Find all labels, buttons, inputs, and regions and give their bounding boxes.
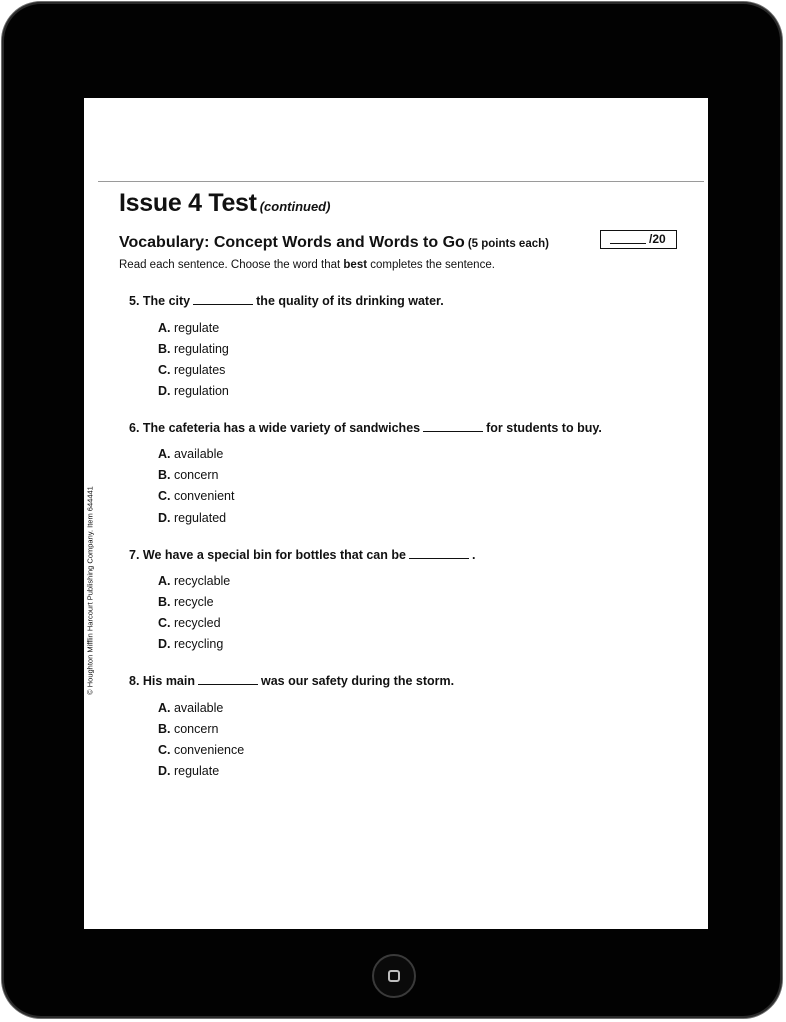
question-prompt: 5. The city — [129, 294, 191, 308]
option-letter: A. — [158, 321, 171, 335]
option-letter: A. — [158, 447, 171, 461]
question-prompt: 7. We have a special bin for bottles that can be — [129, 548, 406, 562]
option-letter: D. — [158, 637, 171, 651]
copyright-notice: © Houghton Mifflin Harcourt Publishing Company. Item 644441 — [85, 486, 95, 695]
option-letter: A. — [158, 701, 171, 715]
option-text: concern — [173, 722, 219, 736]
option-text: regulating — [173, 342, 229, 356]
section-title: Vocabulary: Concept Words and Words to Go — [119, 234, 465, 251]
q5-option-b[interactable] — [158, 342, 229, 356]
home-button-icon[interactable] — [372, 954, 416, 998]
q8-option-d[interactable] — [158, 764, 219, 778]
question-prompt-end: . — [471, 548, 476, 562]
question-6 — [129, 421, 602, 435]
score-box — [600, 230, 677, 249]
q5-option-a[interactable] — [158, 321, 219, 335]
q8-option-a[interactable] — [158, 701, 223, 715]
instructions-emphasis: best — [343, 259, 368, 271]
option-text: recyclable — [173, 574, 231, 588]
option-letter: C. — [158, 743, 171, 757]
answer-blank — [198, 684, 258, 685]
score-blank — [610, 243, 646, 244]
q6-option-b[interactable] — [158, 468, 218, 482]
option-text: regulated — [173, 511, 227, 525]
section-heading — [119, 234, 549, 252]
option-text: regulate — [173, 764, 220, 778]
option-letter: C. — [158, 616, 171, 630]
home-square-icon — [388, 970, 400, 982]
option-letter: C. — [158, 363, 171, 377]
option-letter: D. — [158, 764, 171, 778]
q6-option-d[interactable] — [158, 511, 226, 525]
option-letter: B. — [158, 342, 171, 356]
test-title: Issue 4 Test — [119, 189, 257, 217]
question-5 — [129, 294, 444, 308]
page-title — [119, 189, 330, 218]
question-prompt-end: for students to buy. — [486, 421, 602, 435]
option-letter: D. — [158, 384, 171, 398]
tablet-frame — [1, 1, 783, 1019]
option-letter: A. — [158, 574, 171, 588]
question-prompt: 8. His main — [129, 674, 195, 688]
q5-option-d[interactable] — [158, 384, 229, 398]
tablet-screen — [84, 98, 708, 929]
option-text: available — [173, 447, 224, 461]
score-total: /20 — [649, 232, 666, 246]
question-prompt-end: the quality of its drinking water. — [256, 294, 444, 308]
section-points: (5 points each) — [467, 238, 549, 250]
q7-option-a[interactable] — [158, 574, 230, 588]
q6-option-a[interactable] — [158, 447, 223, 461]
q8-option-b[interactable] — [158, 722, 218, 736]
option-letter: C. — [158, 489, 171, 503]
instructions-text: Read each sentence. Choose the word that — [119, 259, 344, 271]
answer-blank — [409, 558, 469, 559]
q7-option-b[interactable] — [158, 595, 214, 609]
q5-option-c[interactable] — [158, 363, 225, 377]
option-letter: D. — [158, 511, 171, 525]
option-letter: B. — [158, 595, 171, 609]
option-text: regulation — [173, 384, 229, 398]
option-letter: B. — [158, 468, 171, 482]
instructions — [119, 259, 495, 271]
option-letter: B. — [158, 722, 171, 736]
q8-option-c[interactable] — [158, 743, 244, 757]
question-prompt-end: was our safety during the storm. — [261, 674, 455, 688]
title-suffix: (continued) — [259, 199, 331, 214]
q7-option-c[interactable] — [158, 616, 221, 630]
header-rule — [98, 181, 704, 182]
option-text: regulates — [173, 363, 226, 377]
option-text: recycled — [173, 616, 221, 630]
option-text: recycle — [173, 595, 214, 609]
answer-blank — [423, 431, 483, 432]
option-text: regulate — [173, 321, 220, 335]
option-text: concern — [173, 468, 219, 482]
question-7 — [129, 548, 475, 562]
q6-option-c[interactable] — [158, 489, 234, 503]
option-text: convenient — [173, 489, 235, 503]
question-8 — [129, 674, 454, 688]
option-text: convenience — [173, 743, 245, 757]
question-prompt: 6. The cafeteria has a wide variety of sandwiches — [129, 421, 421, 435]
answer-blank — [193, 304, 253, 305]
option-text: recycling — [173, 637, 224, 651]
option-text: available — [173, 701, 224, 715]
q7-option-d[interactable] — [158, 637, 223, 651]
instructions-text-end: completes the sentence. — [367, 259, 495, 271]
